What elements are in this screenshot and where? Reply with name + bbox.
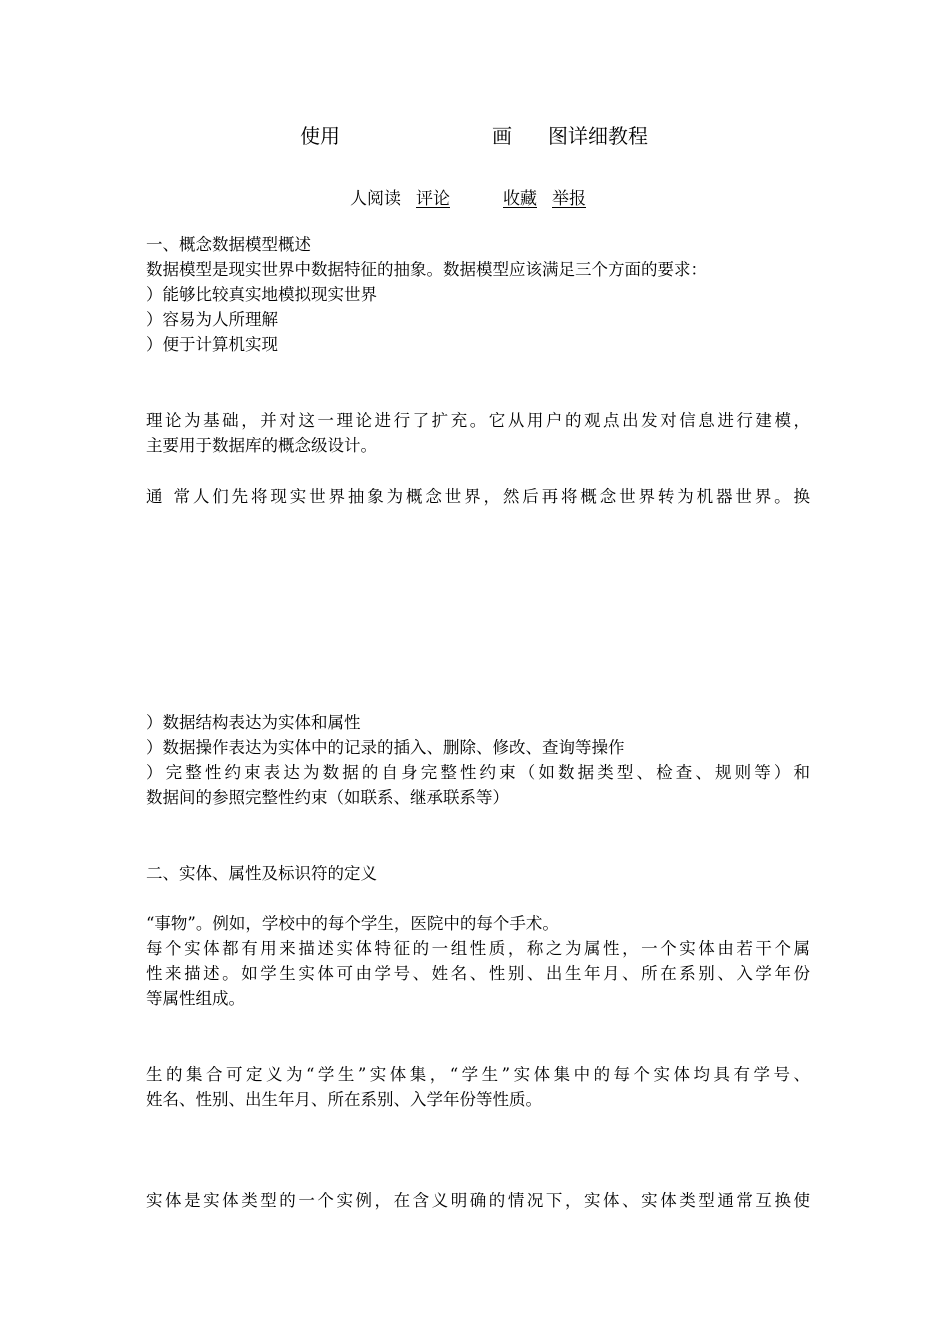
report-link[interactable]: 举报	[552, 189, 586, 209]
paragraph-line: 每个实体都有用来描述实体特征的一组性质，称之为属性，一个实体由若干个属	[146, 939, 810, 958]
favorite-link[interactable]: 收藏	[503, 189, 537, 209]
section-2-heading: 二、实体、属性及标识符的定义	[146, 864, 377, 883]
title-part-1: 使用	[300, 124, 340, 148]
list-item-continued: 数据间的参照完整性约束（如联系、继承联系等）	[146, 788, 509, 807]
paragraph-line: 通 常人们先将现实世界抽象为概念世界，然后再将概念世界转为机器世界。换	[146, 487, 810, 506]
comment-link[interactable]: 评论	[416, 189, 450, 209]
list-item: ）完整性约束表达为数据的自身完整性约束（如数据类型、检查、规则等）和	[146, 763, 810, 782]
list-item: ）数据结构表达为实体和属性	[146, 713, 361, 732]
paragraph-line: 性来描述。如学生实体可由学号、姓名、性别、出生年月、所在系别、入学年份	[146, 964, 810, 983]
paragraph-line: 生的集合可定义为“学生”实体集，“学生”实体集中的每个实体均具有学号、	[146, 1065, 810, 1084]
paragraph-line: 实体是实体类型的一个实例，在含义明确的情况下，实体、实体类型通常互换使	[146, 1191, 810, 1210]
list-item: ）容易为人所理解	[146, 310, 278, 329]
list-item: ）数据操作表达为实体中的记录的插入、删除、修改、查询等操作	[146, 738, 625, 757]
paragraph-line: 姓名、性别、出生年月、所在系别、入学年份等性质。	[146, 1090, 542, 1109]
read-count: 人阅读	[350, 189, 401, 209]
list-item: ）便于计算机实现	[146, 335, 278, 354]
title-part-2: 画	[492, 124, 512, 148]
paragraph-line: 理论为基础，并对这一理论进行了扩充。它从用户的观点出发对信息进行建模，	[146, 411, 810, 430]
article-meta	[0, 186, 950, 212]
paragraph-line: “事物”。例如，学校中的每个学生，医院中的每个手术。	[146, 914, 559, 933]
title-part-3: 图详细教程	[548, 124, 648, 148]
paragraph-line: 主要用于数据库的概念级设计。	[146, 436, 377, 455]
paragraph-line: 数据模型是现实世界中数据特征的抽象。数据模型应该满足三个方面的要求：	[146, 260, 707, 279]
paragraph-line: 等属性组成。	[146, 989, 245, 1008]
section-1-heading: 一、概念数据模型概述	[146, 235, 311, 254]
list-item: ）能够比较真实地模拟现实世界	[146, 285, 377, 304]
